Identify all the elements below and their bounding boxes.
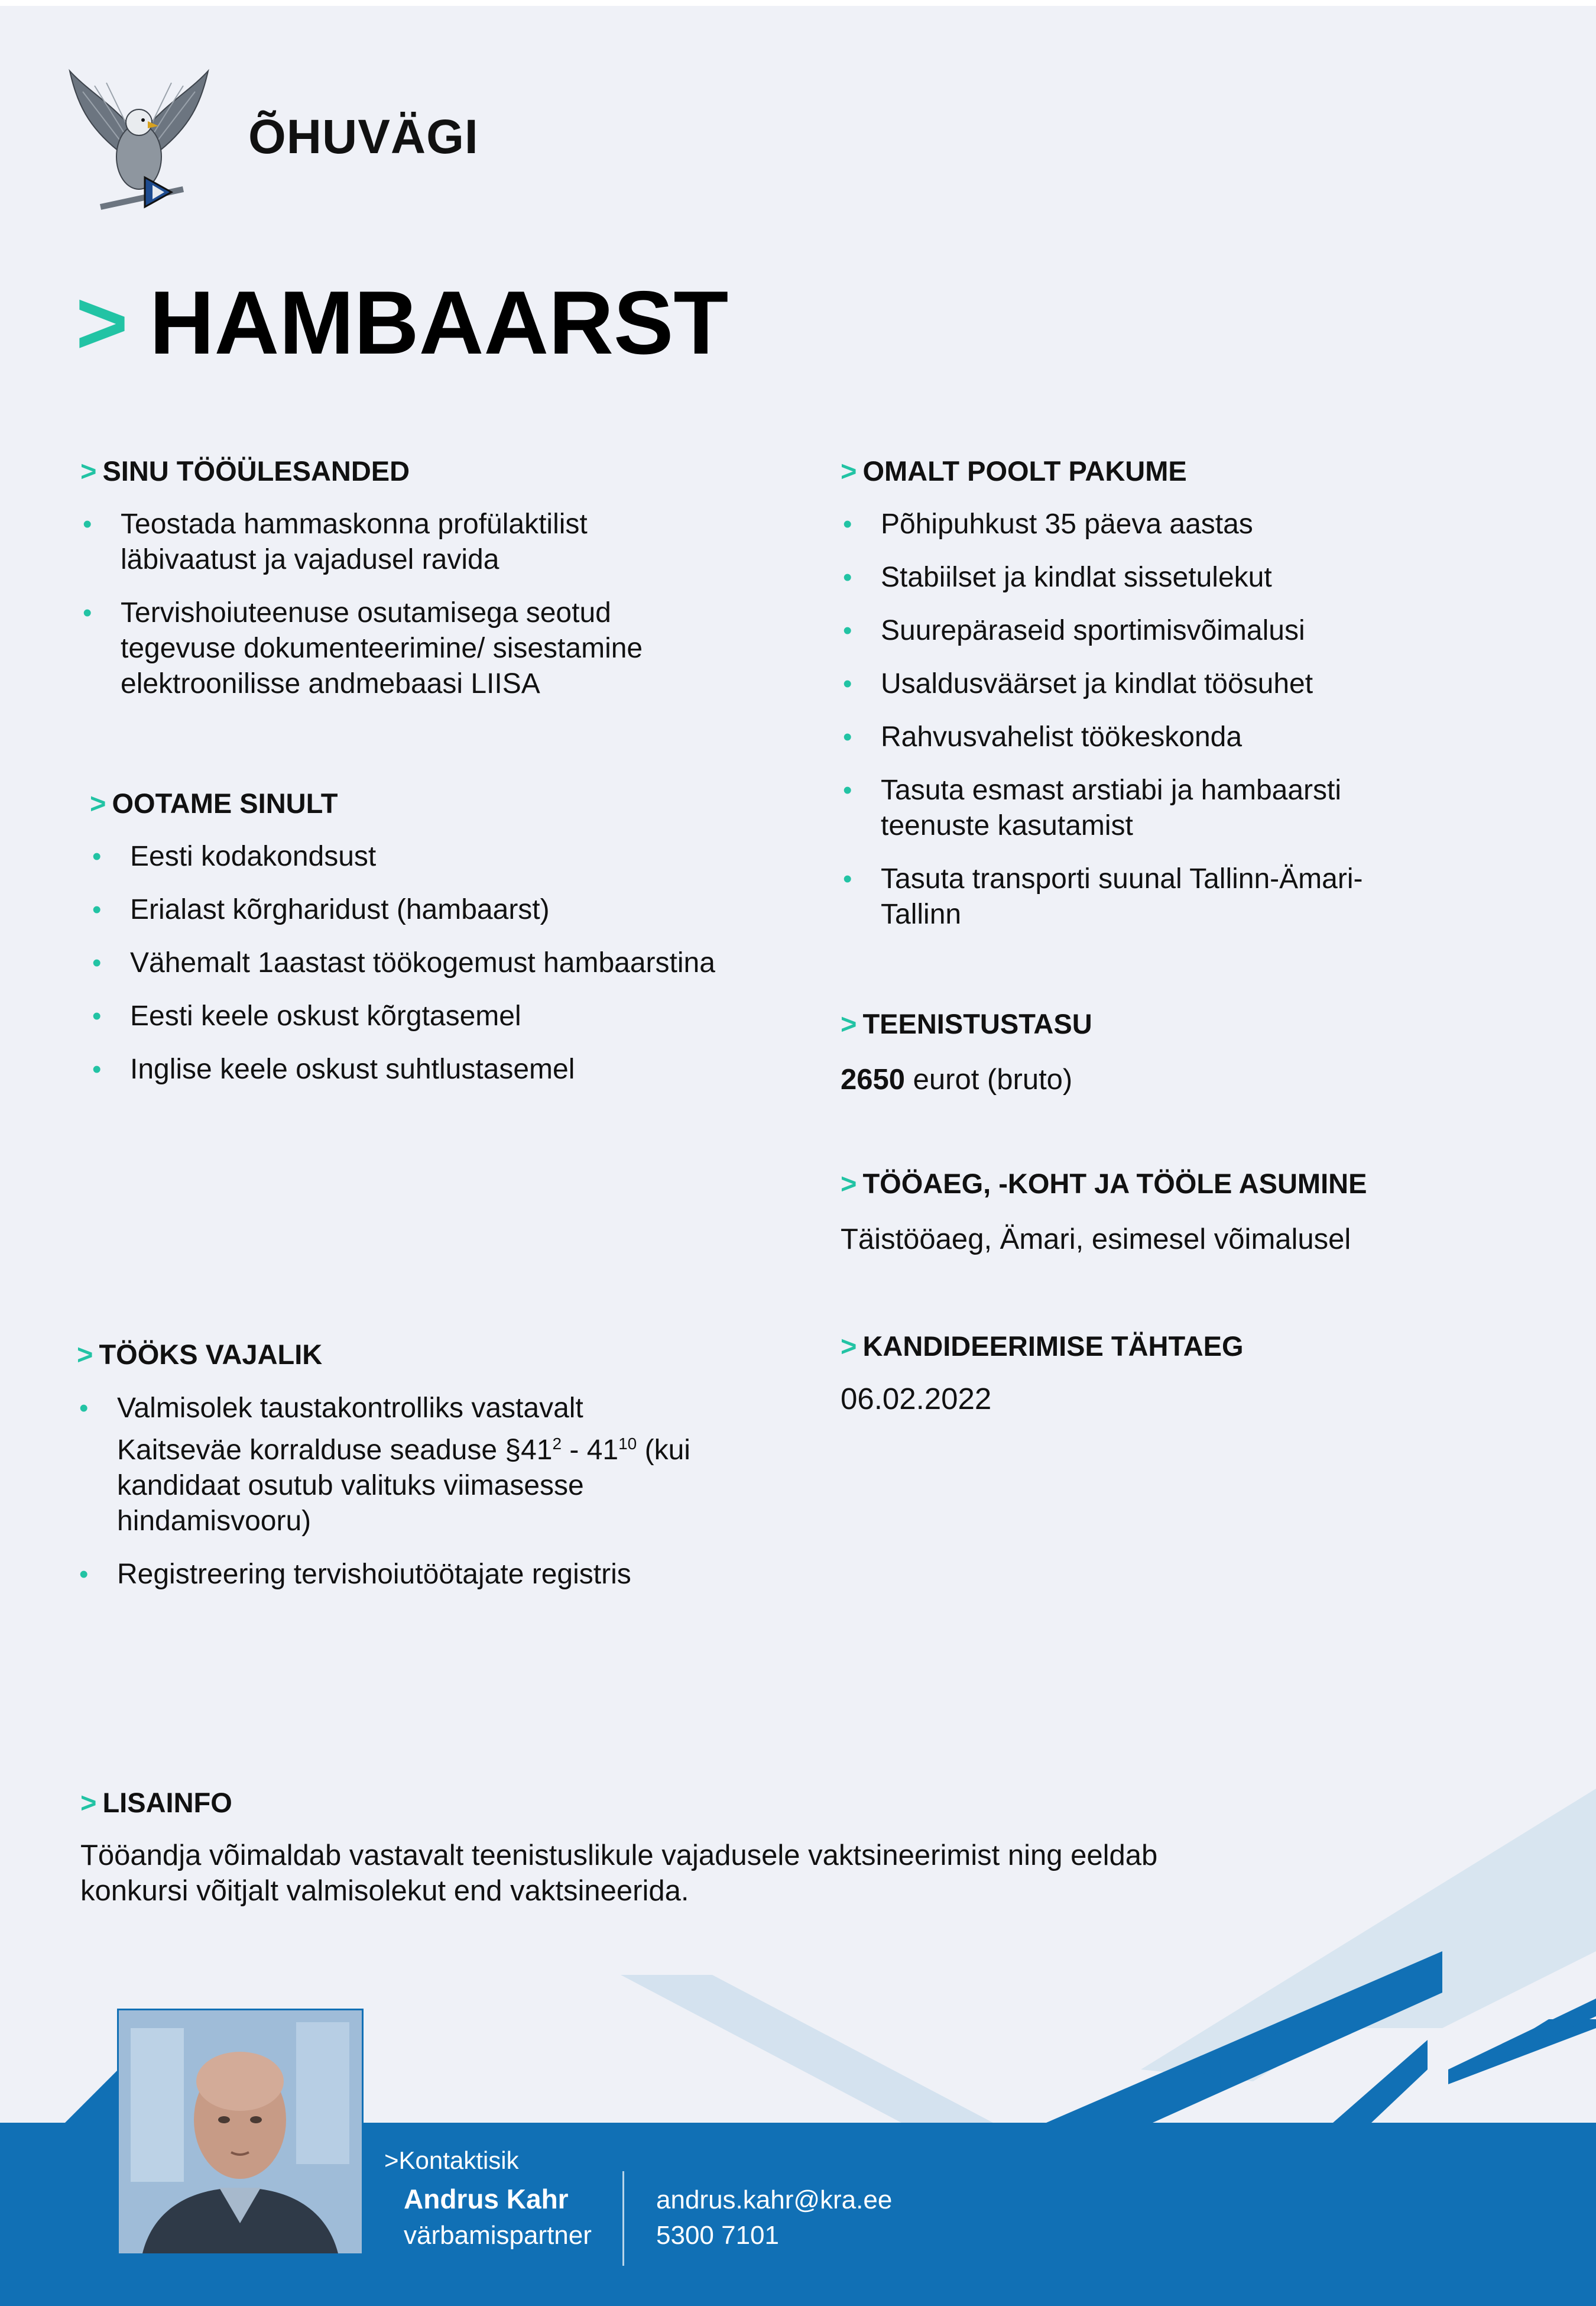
list-item: • Usaldusväärset ja kindlat töösuhet: [843, 668, 1313, 699]
section-heading-tasks: > SINU TÖÖÜLESANDED: [80, 455, 410, 487]
section-heading-info: > LISAINFO: [80, 1787, 232, 1818]
title-arrow: >: [76, 273, 128, 373]
list-item: • Erialast kõrgharidust (hambaarst): [92, 894, 550, 925]
contact-email[interactable]: andrus.kahr@kra.ee: [656, 2185, 893, 2214]
deadline-date: 06.02.2022: [841, 1382, 992, 1416]
eagle-emblem-icon: [65, 68, 213, 225]
salary-value: 2650 eurot (bruto): [841, 1064, 1073, 1096]
section-heading-required: > TÖÖKS VAJALIK: [77, 1339, 323, 1370]
info-text: Tööandja võimaldab vastavalt teenistuslikule vajadusele vaktsineerimist ning eeldab konkursi võitjalt valmisolekut end vaktsineerida.: [80, 1839, 1158, 1907]
list-item: • Valmisolek taustakontrolliks vastavalt Kaitseväe korralduse seaduse $\S 41^2 - 41^{10}$ (kui kandidaat osutub valituks viimasesse hindamisvooru): [79, 1392, 690, 1537]
expect-list: [90, 839, 799, 1105]
contact-name: Andrus Kahr: [404, 2184, 569, 2214]
contact-photo: [117, 2009, 364, 2255]
list-item: • Eesti kodakondsust: [92, 841, 377, 872]
list-item: • Rahvusvahelist töökeskonda: [843, 721, 1243, 753]
worktime-text: Täistööaeg, Ämari, esimesel võimalusel: [841, 1223, 1351, 1255]
list-item: • Põhipuhkust 35 päeva aastas: [843, 509, 1253, 540]
job-title-text: HAMBAARST: [149, 273, 729, 373]
tasks-list: [80, 507, 790, 720]
contact-label: >Kontaktisik: [384, 2146, 519, 2174]
organization-name: ÕHUVÄGI: [248, 110, 479, 164]
list-item: • Registreering tervishoiutöötajate registris: [79, 1559, 631, 1590]
section-heading-expect: > OOTAME SINULT: [90, 788, 338, 819]
contact-phone[interactable]: 5300 7101: [656, 2221, 779, 2250]
section-heading-offer: > OMALT POOLT PAKUME: [841, 455, 1187, 487]
contact-divider: [622, 2171, 624, 2266]
job-title: [76, 273, 729, 373]
list-item: • Tasuta esmast arstiabi ja hambaarsti teenuste kasutamist: [843, 775, 1342, 841]
section-heading-salary: > TEENISTUSTASU: [841, 1008, 1092, 1039]
list-item: • Stabiilset ja kindlat sissetulekut: [843, 562, 1272, 593]
list-item: • Inglise keele oskust suhtlustasemel: [92, 1054, 575, 1085]
list-item: • Vähemalt 1aastast töökogemust hambaarstina: [92, 947, 715, 979]
top-edge: [0, 0, 1596, 6]
list-item: • Tervishoiuteenuse osutamisega seotud tegevuse dokumenteerimine/ sisestamine elektroonilisse andmebaasi LIISA: [83, 597, 643, 699]
footer-corner-triangle: [65, 2064, 124, 2123]
list-item: • Tasuta transporti suunal Tallinn-Ämari-Tallinn: [843, 863, 1363, 930]
required-list: [77, 1391, 786, 1610]
offer-list: [841, 507, 1520, 950]
section-heading-worktime: > TÖÖAEG, -KOHT JA TÖÖLE ASUMINE: [841, 1168, 1367, 1199]
list-item: • Suurepäraseid sportimisvõimalusi: [843, 615, 1305, 646]
contact-role: värbamispartner: [404, 2221, 592, 2250]
section-heading-deadline: > KANDIDEERIMISE TÄHTAEG: [841, 1330, 1244, 1362]
list-item: • Eesti keele oskust kõrgtasemel: [92, 1000, 521, 1032]
list-item: • Teostada hammaskonna profülaktilist läbivaatust ja vajadusel ravida: [83, 509, 588, 575]
